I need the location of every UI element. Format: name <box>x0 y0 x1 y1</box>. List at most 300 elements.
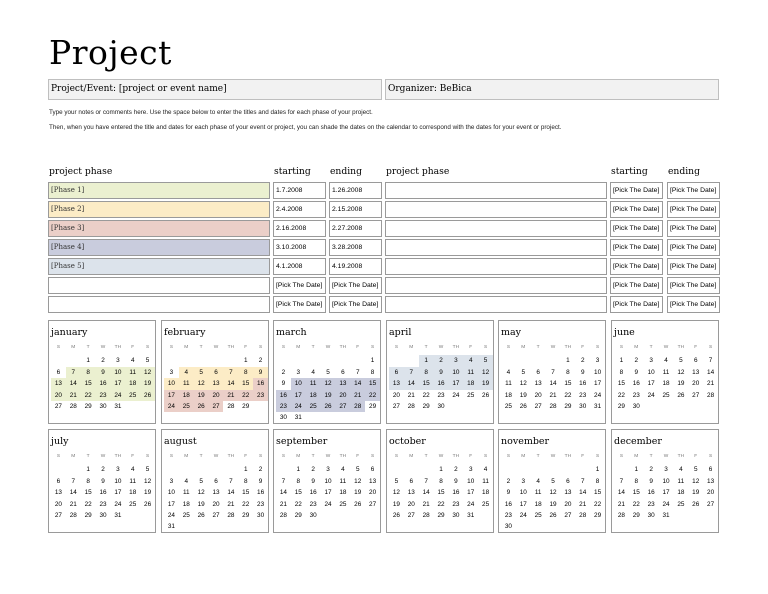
start-date-field[interactable]: [Pick The Date] <box>610 182 663 199</box>
day-cell[interactable]: 17 <box>467 489 475 497</box>
day-cell[interactable]: 31 <box>167 523 175 531</box>
day-cell[interactable]: 29 <box>84 402 92 410</box>
day-cell[interactable]: 16 <box>99 489 107 497</box>
day-cell[interactable]: 9 <box>634 368 639 376</box>
day-cell[interactable]: 26 <box>197 511 205 519</box>
day-cell[interactable]: 17 <box>448 378 463 389</box>
day-cell[interactable]: 20 <box>212 500 220 508</box>
day-cell[interactable]: 1 <box>370 357 375 365</box>
day-cell[interactable]: 25 <box>467 391 475 399</box>
day-cell[interactable]: 23 <box>452 500 460 508</box>
day-cell[interactable]: 18 <box>129 489 137 497</box>
end-date-field[interactable]: [Pick The Date] <box>329 296 382 313</box>
day-cell[interactable]: 21 <box>223 390 238 401</box>
day-cell[interactable]: 10 <box>164 378 179 389</box>
day-cell[interactable]: 9 <box>258 477 263 485</box>
day-cell[interactable]: 2 <box>580 357 585 365</box>
start-date-field[interactable]: 2.16.2008 <box>273 220 326 237</box>
day-cell[interactable]: 19 <box>392 500 400 508</box>
day-cell[interactable]: 12 <box>194 378 209 389</box>
day-cell[interactable]: 11 <box>482 477 489 485</box>
day-cell[interactable]: 25 <box>125 390 140 401</box>
day-cell[interactable]: 9 <box>454 477 458 485</box>
day-cell[interactable]: 18 <box>677 489 685 497</box>
day-cell[interactable]: 20 <box>392 391 400 399</box>
day-cell[interactable]: 14 <box>227 489 235 497</box>
day-cell[interactable]: 5 <box>199 477 203 485</box>
day-cell[interactable]: 12 <box>677 368 685 376</box>
start-date-field[interactable]: [Pick The Date] <box>610 239 663 256</box>
day-cell[interactable]: 6 <box>409 477 414 485</box>
day-cell[interactable]: 29 <box>242 511 250 519</box>
day-cell[interactable]: 11 <box>179 378 194 389</box>
day-cell[interactable]: 9 <box>580 368 585 376</box>
day-cell[interactable]: 10 <box>110 367 125 378</box>
start-date-field[interactable]: 3.10.2008 <box>273 239 326 256</box>
day-cell[interactable]: 5 <box>326 368 330 376</box>
day-cell[interactable]: 3 <box>595 357 600 365</box>
day-cell[interactable]: 8 <box>439 477 443 485</box>
organizer-field[interactable]: Organizer: BeBica <box>385 79 719 100</box>
day-cell[interactable]: 18 <box>482 489 490 497</box>
day-cell[interactable]: 24 <box>164 401 179 412</box>
phase-name-field[interactable]: [Phase 2] <box>48 201 270 218</box>
day-cell[interactable]: 13 <box>369 477 377 485</box>
day-cell[interactable]: 15 <box>294 489 302 497</box>
day-cell[interactable]: 8 <box>296 477 301 485</box>
day-cell[interactable]: 22 <box>294 500 302 508</box>
day-cell[interactable]: 21 <box>422 500 430 508</box>
day-cell[interactable]: 29 <box>422 402 430 410</box>
day-cell[interactable]: 31 <box>467 511 475 519</box>
end-date-field[interactable]: [Pick The Date] <box>667 201 720 218</box>
day-cell[interactable]: 27 <box>407 511 415 519</box>
day-cell[interactable]: 11 <box>339 477 347 485</box>
day-cell[interactable]: 13 <box>209 378 224 389</box>
day-cell[interactable]: 29 <box>437 511 445 519</box>
day-cell[interactable]: 24 <box>291 401 306 412</box>
day-cell[interactable]: 19 <box>194 390 209 401</box>
day-cell[interactable]: 27 <box>209 401 224 412</box>
day-cell[interactable]: 11 <box>505 380 512 388</box>
day-cell[interactable]: 26 <box>519 402 527 410</box>
end-date-field[interactable]: 1.26.2008 <box>329 182 382 199</box>
day-cell[interactable]: 21 <box>549 391 557 399</box>
day-cell[interactable]: 30 <box>504 523 512 531</box>
day-cell[interactable]: 15 <box>238 378 253 389</box>
day-cell[interactable]: 4 <box>179 367 194 378</box>
day-cell[interactable]: 7 <box>71 477 76 485</box>
day-cell[interactable]: 2 <box>281 368 286 376</box>
day-cell[interactable]: 5 <box>551 477 555 485</box>
day-cell[interactable]: 6 <box>566 477 570 485</box>
day-cell[interactable]: 6 <box>693 357 698 365</box>
day-cell[interactable]: 11 <box>534 489 542 497</box>
day-cell[interactable]: 21 <box>617 500 625 508</box>
day-cell[interactable]: 5 <box>679 357 683 365</box>
day-cell[interactable]: 12 <box>197 489 205 497</box>
day-cell[interactable]: 28 <box>227 511 235 519</box>
day-cell[interactable]: 21 <box>279 500 287 508</box>
day-cell[interactable]: 10 <box>114 477 122 485</box>
day-cell[interactable]: 15 <box>437 489 445 497</box>
day-cell[interactable]: 16 <box>309 489 317 497</box>
day-cell[interactable]: 7 <box>424 477 428 485</box>
day-cell[interactable]: 29 <box>294 511 302 519</box>
day-cell[interactable]: 3 <box>169 477 174 485</box>
day-cell[interactable]: 3 <box>296 368 301 376</box>
day-cell[interactable]: 26 <box>392 511 400 519</box>
day-cell[interactable]: 17 <box>167 500 175 508</box>
day-cell[interactable]: 7 <box>619 477 624 485</box>
day-cell[interactable]: 12 <box>321 378 336 389</box>
day-cell[interactable]: 23 <box>504 511 512 519</box>
day-cell[interactable]: 17 <box>164 390 179 401</box>
day-cell[interactable]: 5 <box>394 477 399 485</box>
day-cell[interactable]: 6 <box>370 466 375 474</box>
phase-name-field[interactable] <box>385 239 607 256</box>
day-cell[interactable]: 9 <box>101 477 105 485</box>
day-cell[interactable]: 29 <box>594 511 602 519</box>
day-cell[interactable]: 3 <box>649 357 653 365</box>
phase-name-field[interactable] <box>385 277 607 294</box>
phase-name-field[interactable]: [Phase 5] <box>48 258 270 275</box>
day-cell[interactable]: 2 <box>311 466 315 474</box>
day-cell[interactable]: 16 <box>253 378 268 389</box>
day-cell[interactable]: 24 <box>594 391 602 399</box>
day-cell[interactable]: 25 <box>179 401 194 412</box>
day-cell[interactable]: 10 <box>167 489 175 497</box>
day-cell[interactable]: 17 <box>324 489 332 497</box>
day-cell[interactable]: 11 <box>125 367 140 378</box>
end-date-field[interactable]: [Pick The Date] <box>667 182 720 199</box>
day-cell[interactable]: 21 <box>350 390 365 401</box>
day-cell[interactable]: 9 <box>649 477 653 485</box>
end-date-field[interactable]: 4.19.2008 <box>329 258 382 275</box>
day-cell[interactable]: 31 <box>594 402 602 410</box>
day-cell[interactable]: 1 <box>296 466 301 474</box>
phase-name-field[interactable] <box>48 296 270 313</box>
day-cell[interactable]: 19 <box>354 489 362 497</box>
day-cell[interactable]: 11 <box>306 378 321 389</box>
day-cell[interactable]: 25 <box>306 401 321 412</box>
day-cell[interactable]: 9 <box>281 380 286 388</box>
day-cell[interactable]: 28 <box>350 401 365 412</box>
day-cell[interactable]: 13 <box>212 489 220 497</box>
day-cell[interactable]: 21 <box>66 390 81 401</box>
day-cell[interactable]: 26 <box>321 401 336 412</box>
day-cell[interactable]: 10 <box>467 477 475 485</box>
day-cell[interactable]: 26 <box>140 390 155 401</box>
day-cell[interactable]: 12 <box>354 477 362 485</box>
day-cell[interactable]: 10 <box>662 477 670 485</box>
day-cell[interactable]: 6 <box>56 368 61 376</box>
day-cell[interactable]: 3 <box>116 357 120 365</box>
day-cell[interactable]: 9 <box>253 367 268 378</box>
day-cell[interactable]: 29 <box>564 402 572 410</box>
day-cell[interactable]: 7 <box>551 368 555 376</box>
day-cell[interactable]: 19 <box>197 500 205 508</box>
day-cell[interactable]: 14 <box>617 489 625 497</box>
day-cell[interactable]: 29 <box>84 511 92 519</box>
day-cell[interactable]: 2 <box>258 466 263 474</box>
day-cell[interactable]: 1 <box>619 357 624 365</box>
day-cell[interactable]: 6 <box>536 368 540 376</box>
day-cell[interactable]: 22 <box>632 500 640 508</box>
start-date-field[interactable]: [Pick The Date] <box>610 220 663 237</box>
day-cell[interactable]: 25 <box>677 500 685 508</box>
day-cell[interactable]: 17 <box>662 489 670 497</box>
day-cell[interactable]: 4 <box>341 466 345 474</box>
day-cell[interactable]: 28 <box>69 511 77 519</box>
day-cell[interactable]: 10 <box>519 489 527 497</box>
day-cell[interactable]: 30 <box>632 402 640 410</box>
day-cell[interactable]: 10 <box>647 368 655 376</box>
day-cell[interactable]: 29 <box>617 402 625 410</box>
day-cell[interactable]: 13 <box>51 378 66 389</box>
day-cell[interactable]: 28 <box>407 402 415 410</box>
day-cell[interactable]: 25 <box>662 391 670 399</box>
day-cell[interactable]: 4 <box>184 477 189 485</box>
day-cell[interactable]: 23 <box>257 500 265 508</box>
day-cell[interactable]: 9 <box>506 489 511 497</box>
day-cell[interactable]: 16 <box>276 390 291 401</box>
day-cell[interactable]: 3 <box>664 466 668 474</box>
day-cell[interactable]: 22 <box>242 500 250 508</box>
day-cell[interactable]: 27 <box>335 401 350 412</box>
day-cell[interactable]: 5 <box>693 466 698 474</box>
phase-name-field[interactable] <box>385 296 607 313</box>
day-cell[interactable]: 13 <box>692 368 700 376</box>
day-cell[interactable]: 10 <box>291 378 306 389</box>
day-cell[interactable]: 30 <box>579 402 587 410</box>
day-cell[interactable]: 3 <box>326 466 330 474</box>
day-cell[interactable]: 16 <box>257 489 265 497</box>
day-cell[interactable]: 8 <box>243 477 248 485</box>
end-date-field[interactable]: [Pick The Date] <box>667 239 720 256</box>
day-cell[interactable]: 22 <box>437 500 445 508</box>
day-cell[interactable]: 27 <box>392 402 400 410</box>
day-cell[interactable]: 2 <box>649 466 653 474</box>
day-cell[interactable]: 4 <box>679 466 683 474</box>
day-cell[interactable]: 15 <box>242 489 250 497</box>
day-cell[interactable]: 19 <box>478 378 493 389</box>
phase-name-field[interactable] <box>48 277 270 294</box>
day-cell[interactable]: 20 <box>335 390 350 401</box>
day-cell[interactable]: 24 <box>324 500 332 508</box>
end-date-field[interactable]: [Pick The Date] <box>667 277 720 294</box>
day-cell[interactable]: 7 <box>229 477 233 485</box>
day-cell[interactable]: 14 <box>422 489 430 497</box>
day-cell[interactable]: 1 <box>634 466 639 474</box>
day-cell[interactable]: 12 <box>549 489 557 497</box>
day-cell[interactable]: 18 <box>339 489 347 497</box>
day-cell[interactable]: 25 <box>182 511 190 519</box>
day-cell[interactable]: 18 <box>534 500 542 508</box>
day-cell[interactable]: 9 <box>311 477 315 485</box>
phase-name-field[interactable]: [Phase 4] <box>48 239 270 256</box>
start-date-field[interactable]: [Pick The Date] <box>610 201 663 218</box>
day-cell[interactable]: 23 <box>632 391 640 399</box>
day-cell[interactable]: 23 <box>579 391 587 399</box>
day-cell[interactable]: 16 <box>96 378 111 389</box>
day-cell[interactable]: 1 <box>243 357 248 365</box>
day-cell[interactable]: 18 <box>182 500 190 508</box>
day-cell[interactable]: 2 <box>434 355 449 366</box>
day-cell[interactable]: 17 <box>647 380 655 388</box>
day-cell[interactable]: 1 <box>86 357 90 365</box>
day-cell[interactable]: 8 <box>238 367 253 378</box>
day-cell[interactable]: 25 <box>129 500 137 508</box>
day-cell[interactable]: 6 <box>56 477 61 485</box>
day-cell[interactable]: 28 <box>579 511 587 519</box>
day-cell[interactable]: 9 <box>434 367 449 378</box>
day-cell[interactable]: 23 <box>253 390 268 401</box>
day-cell[interactable]: 22 <box>238 390 253 401</box>
day-cell[interactable]: 26 <box>194 401 209 412</box>
day-cell[interactable]: 12 <box>140 367 155 378</box>
day-cell[interactable]: 27 <box>54 511 62 519</box>
day-cell[interactable]: 13 <box>564 489 572 497</box>
day-cell[interactable]: 18 <box>504 391 512 399</box>
start-date-field[interactable]: 4.1.2008 <box>273 258 326 275</box>
day-cell[interactable]: 14 <box>223 378 238 389</box>
day-cell[interactable]: 28 <box>549 402 557 410</box>
day-cell[interactable]: 17 <box>291 390 306 401</box>
day-cell[interactable]: 12 <box>692 477 700 485</box>
day-cell[interactable]: 20 <box>51 390 66 401</box>
day-cell[interactable]: 18 <box>125 378 140 389</box>
day-cell[interactable]: 14 <box>579 489 587 497</box>
day-cell[interactable]: 19 <box>140 378 155 389</box>
day-cell[interactable]: 14 <box>279 489 287 497</box>
day-cell[interactable]: 17 <box>114 489 122 497</box>
day-cell[interactable]: 18 <box>463 378 478 389</box>
day-cell[interactable]: 28 <box>617 511 625 519</box>
day-cell[interactable]: 26 <box>677 391 685 399</box>
day-cell[interactable]: 13 <box>534 380 542 388</box>
day-cell[interactable]: 27 <box>534 402 542 410</box>
day-cell[interactable]: 12 <box>392 489 400 497</box>
day-cell[interactable]: 13 <box>707 477 715 485</box>
day-cell[interactable]: 23 <box>96 390 111 401</box>
day-cell[interactable]: 20 <box>209 390 224 401</box>
day-cell[interactable]: 27 <box>54 402 62 410</box>
day-cell[interactable]: 1 <box>243 466 248 474</box>
day-cell[interactable]: 28 <box>279 511 287 519</box>
start-date-field[interactable]: 2.4.2008 <box>273 201 326 218</box>
end-date-field[interactable]: [Pick The Date] <box>667 258 720 275</box>
day-cell[interactable]: 26 <box>692 500 700 508</box>
day-cell[interactable]: 18 <box>662 380 670 388</box>
day-cell[interactable]: 21 <box>579 500 587 508</box>
day-cell[interactable]: 22 <box>617 391 625 399</box>
day-cell[interactable]: 4 <box>463 355 478 366</box>
day-cell[interactable]: 22 <box>564 391 572 399</box>
day-cell[interactable]: 4 <box>483 466 488 474</box>
day-cell[interactable]: 5 <box>478 355 493 366</box>
day-cell[interactable]: 13 <box>389 378 404 389</box>
day-cell[interactable]: 24 <box>110 390 125 401</box>
day-cell[interactable]: 10 <box>324 477 332 485</box>
day-cell[interactable]: 13 <box>54 489 62 497</box>
day-cell[interactable]: 30 <box>452 511 460 519</box>
day-cell[interactable]: 13 <box>335 378 350 389</box>
day-cell[interactable]: 15 <box>594 489 602 497</box>
day-cell[interactable]: 30 <box>279 414 287 422</box>
day-cell[interactable]: 7 <box>404 367 419 378</box>
day-cell[interactable]: 27 <box>212 511 220 519</box>
day-cell[interactable]: 11 <box>677 477 685 485</box>
day-cell[interactable]: 1 <box>419 355 434 366</box>
day-cell[interactable]: 21 <box>69 500 77 508</box>
day-cell[interactable]: 3 <box>468 466 473 474</box>
day-cell[interactable]: 20 <box>564 500 572 508</box>
day-cell[interactable]: 22 <box>365 390 380 401</box>
day-cell[interactable]: 11 <box>463 367 478 378</box>
day-cell[interactable]: 25 <box>504 402 512 410</box>
day-cell[interactable]: 8 <box>619 368 624 376</box>
day-cell[interactable]: 11 <box>129 477 137 485</box>
day-cell[interactable]: 2 <box>454 466 458 474</box>
day-cell[interactable]: 13 <box>407 489 415 497</box>
day-cell[interactable]: 5 <box>145 357 150 365</box>
day-cell[interactable]: 15 <box>419 378 434 389</box>
day-cell[interactable]: 4 <box>130 357 135 365</box>
day-cell[interactable]: 16 <box>434 378 449 389</box>
day-cell[interactable]: 19 <box>519 391 527 399</box>
day-cell[interactable]: 25 <box>534 511 542 519</box>
day-cell[interactable]: 6 <box>209 367 224 378</box>
start-date-field[interactable]: [Pick The Date] <box>273 296 326 313</box>
day-cell[interactable]: 14 <box>66 378 81 389</box>
day-cell[interactable]: 18 <box>179 390 194 401</box>
day-cell[interactable]: 17 <box>519 500 527 508</box>
day-cell[interactable]: 3 <box>116 466 120 474</box>
day-cell[interactable]: 20 <box>534 391 542 399</box>
phase-name-field[interactable]: [Phase 3] <box>48 220 270 237</box>
day-cell[interactable]: 16 <box>647 489 655 497</box>
day-cell[interactable]: 20 <box>707 489 715 497</box>
day-cell[interactable]: 21 <box>407 391 415 399</box>
day-cell[interactable]: 31 <box>114 402 122 410</box>
day-cell[interactable]: 27 <box>692 391 700 399</box>
day-cell[interactable]: 11 <box>182 489 190 497</box>
day-cell[interactable]: 14 <box>404 378 419 389</box>
day-cell[interactable]: 29 <box>369 402 377 410</box>
day-cell[interactable]: 27 <box>707 500 715 508</box>
day-cell[interactable]: 19 <box>144 489 152 497</box>
day-cell[interactable]: 24 <box>647 391 655 399</box>
day-cell[interactable]: 30 <box>437 402 445 410</box>
phase-name-field[interactable] <box>385 220 607 237</box>
day-cell[interactable]: 20 <box>407 500 415 508</box>
day-cell[interactable]: 15 <box>632 489 640 497</box>
day-cell[interactable]: 24 <box>519 511 527 519</box>
day-cell[interactable]: 30 <box>257 511 265 519</box>
day-cell[interactable]: 29 <box>242 402 250 410</box>
day-cell[interactable]: 8 <box>634 477 639 485</box>
day-cell[interactable]: 22 <box>594 500 602 508</box>
day-cell[interactable]: 28 <box>422 511 430 519</box>
day-cell[interactable]: 20 <box>692 380 700 388</box>
day-cell[interactable]: 15 <box>617 380 625 388</box>
end-date-field[interactable]: [Pick The Date] <box>667 220 720 237</box>
day-cell[interactable]: 6 <box>389 367 404 378</box>
day-cell[interactable]: 27 <box>369 500 377 508</box>
day-cell[interactable]: 29 <box>632 511 640 519</box>
day-cell[interactable]: 2 <box>634 357 639 365</box>
